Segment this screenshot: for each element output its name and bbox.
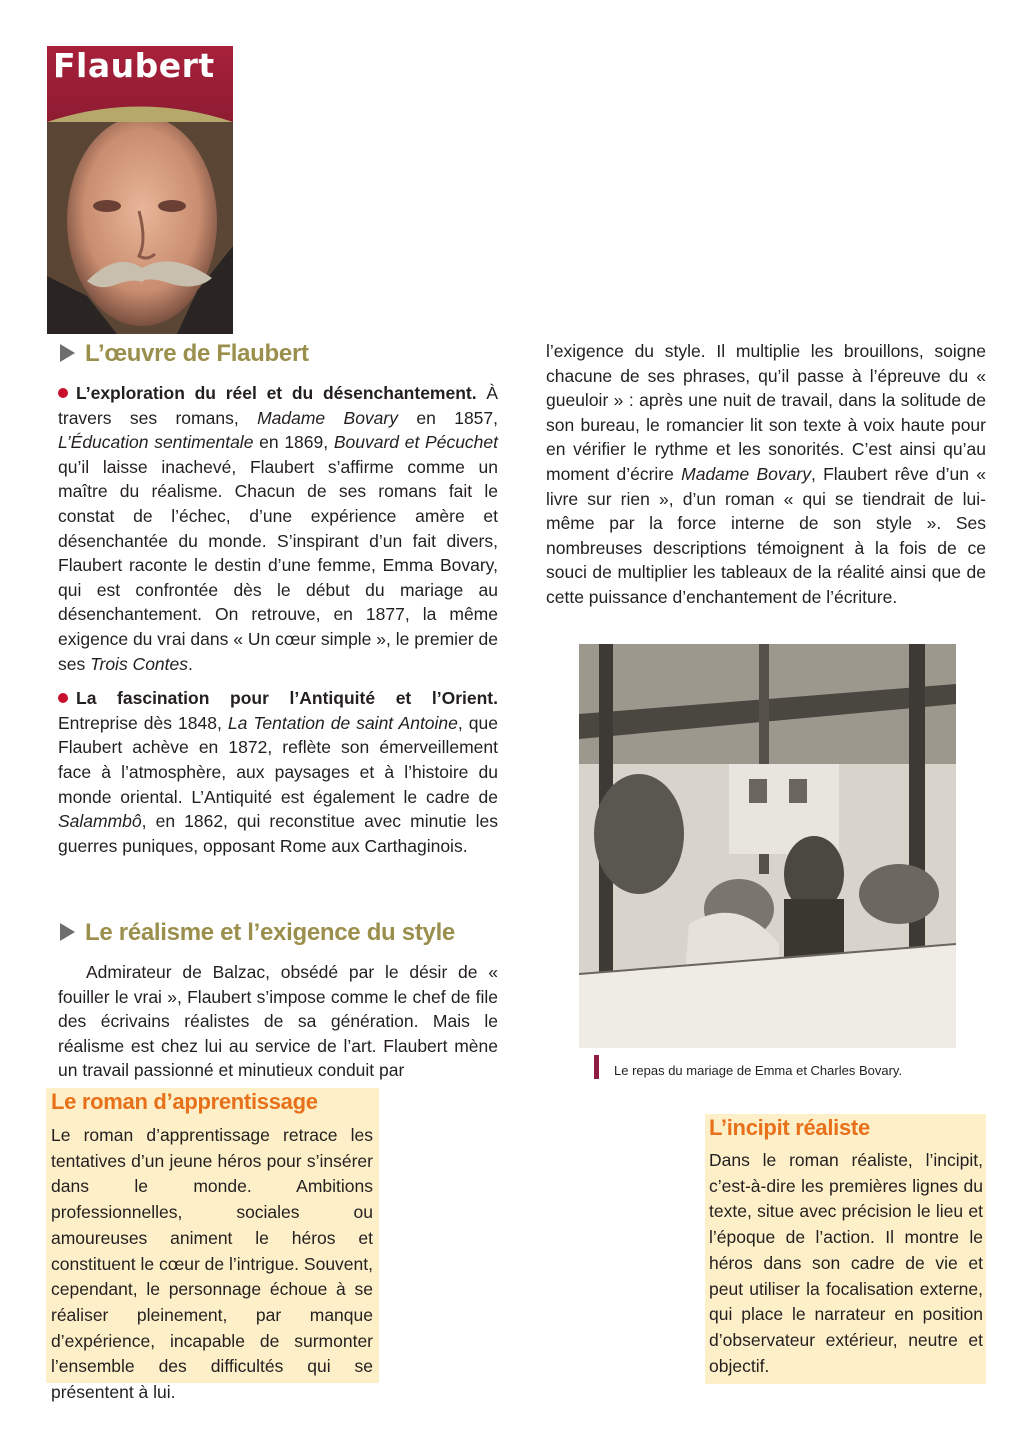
book-title: Trois Contes [90, 653, 189, 674]
book-title: Bouvard et Pécuchet [333, 432, 499, 453]
paragraph-style [546, 339, 986, 610]
book-title: Salammbô [58, 811, 142, 832]
author-portrait [47, 46, 233, 334]
author-name: Flaubert [53, 46, 215, 85]
body-text: Entreprise dès 1848, [58, 712, 228, 733]
body-text: , Flaubert rêve d’un « livre sur rien », d’un roman « qui se tiendrait de lui-même par la force interne de son style ». Ses nombreuses descriptions témoignent à la fois de ce souci de multiplier les tableaux de la réalité ainsi que de cette puissance d’enchantement de l’écriture. [546, 463, 986, 607]
box-title: Le roman d’apprentissage [51, 1089, 318, 1114]
sidebar-box-incipit [705, 1114, 986, 1384]
left-column [58, 381, 498, 858]
paragraph-exploration [58, 381, 498, 676]
wedding-engraving [579, 644, 956, 1048]
section-heading-realisme [60, 919, 455, 947]
box-title: L’incipit réaliste [709, 1115, 870, 1140]
body-text: À travers ses romans, [58, 383, 498, 428]
body-text: qu’il laisse inachevé, Flaubert s’affirme comme un maître du réalisme. Chacun de ses romans fait le constat de l’échec, d’une expérience amère et désenchantée du monde. S’inspirant d’un fait divers, Flaubert raconte le destin d’une femme, Emma Bovary, qui est confrontée dès le début du mariage au désenchantement. On retrouve, en 1877, la même exigence du vrai dans « Un cœur simple », le premier de ses [58, 456, 498, 674]
book-title: Madame Bovary [257, 407, 398, 428]
engraving-image [579, 644, 956, 1048]
lead-text: La fascination pour l’Antiquité et l’Orient. [76, 688, 498, 709]
body-text: l’exigence du style. Il multiplie les brouillons, soigne chacune de ses phrases, qu’il passe à l’épreuve du « gueuloir » : après une nuit de travail, dans la solitude de son bureau, le romancier lit son texte à voix haute pour en vérifier le rythme et les sonorités. C’est ainsi qu’au moment d’écrire [546, 341, 986, 484]
box-text: Dans le roman réaliste, l’incipit, c’est-à-dire les premières lignes du texte, situe avec précision le lieu et l’époque de l’action. Il montre le héros dans son cadre de vie et peut utiliser la focalisation externe, qui place le narrateur en position d’observateur extérieur, neutre et objectif. [709, 1150, 983, 1376]
book-title: Madame Bovary [681, 463, 811, 484]
triangle-bullet-icon [60, 923, 75, 941]
caption-marker [594, 1055, 599, 1079]
box-text: Le roman d’apprentissage retrace les tentatives d’un jeune héros pour s’insérer dans le monde. Ambitions professionnelles, sociales ou amoureuses animent le héros et constituent le cœur de l’intrigue. Souvent, cependant, le personnage échoue à se réaliser pleinement, par manque d’expérience, incapable de surmonter l’ensemble des difficultés qui se présentent à lui. [51, 1125, 373, 1403]
body-text: . [188, 653, 193, 674]
body-text: , en 1862, qui reconstitue avec minutie les guerres puniques, opposant Rome aux Carthaginois. [58, 811, 498, 856]
book-title: La Tentation de saint Antoine [227, 712, 458, 733]
illustration-caption: Le repas du mariage de Emma et Charles Bovary. [614, 1063, 903, 1078]
body-text: Admirateur de Balzac, obsédé par le désir de « fouiller le vrai », Flaubert s’impose comme le chef de file des écrivains réalistes de sa génération. Mais le réalisme est chez lui au service de l’art. Flaubert mène un travail passionné et minutieux conduit par [58, 962, 498, 1081]
triangle-bullet-icon [60, 344, 75, 362]
bullet-icon [58, 388, 68, 398]
book-title: L’Éducation sentimentale [58, 432, 254, 453]
body-text: en 1857, [398, 407, 499, 428]
section-heading-oeuvre [60, 340, 309, 368]
right-column [546, 339, 986, 610]
body-text: , que Flaubert achève en 1872, reflète son émerveillement face à l’atmosphère, aux paysages et à l’histoire du monde oriental. L’Antiquité est également le cadre de [58, 712, 498, 807]
heading-text: Le réalisme et l’exigence du style [85, 919, 455, 946]
title-banner [47, 46, 233, 122]
paragraph-fascination [58, 686, 498, 858]
body-text: en 1869, [253, 432, 334, 453]
lead-text: L’exploration du réel et du désenchantement. [76, 383, 477, 403]
paragraph-realisme [58, 960, 498, 1083]
heading-text: L’œuvre de Flaubert [85, 340, 309, 367]
sidebar-box-apprentissage [46, 1088, 379, 1403]
bullet-icon [58, 693, 68, 703]
